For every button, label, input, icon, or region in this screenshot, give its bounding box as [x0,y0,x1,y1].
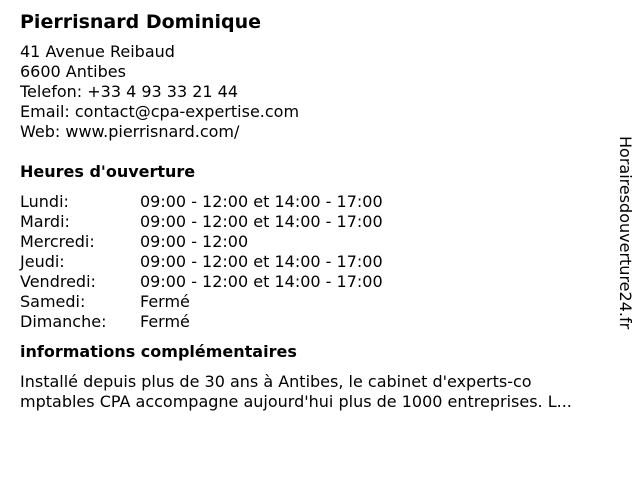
hours-row-vendredi [20,272,610,292]
time-range: Fermé [140,312,190,331]
hours-row-mardi [20,212,610,232]
day-label: Samedi: [20,292,86,311]
day-label: Dimanche: [20,312,107,331]
day-label: Mercredi: [20,232,95,251]
email-line[interactable]: Email: contact@cpa-expertise.com [20,102,300,121]
address-city: 6600 Antibes [20,62,126,81]
time-range: 09:00 - 12:00 [140,232,249,251]
hours-row-dimanche [20,312,610,332]
time-range: Fermé [140,292,190,311]
day-label: Lundi: [20,192,69,211]
time-range: 09:00 - 12:00 et 14:00 - 17:00 [140,252,383,271]
hours-row-jeudi [20,252,610,272]
hours-heading: Heures d'ouverture [20,162,196,181]
time-range: 09:00 - 12:00 et 14:00 - 17:00 [140,272,383,291]
time-range: 09:00 - 12:00 et 14:00 - 17:00 [140,212,383,231]
web-line[interactable]: Web: www.pierrisnard.com/ [20,122,240,141]
info-heading: informations complémentaires [20,342,297,361]
day-label: Vendredi: [20,272,96,291]
day-label: Mardi: [20,212,70,231]
hours-row-lundi [20,192,610,212]
time-range: 09:00 - 12:00 et 14:00 - 17:00 [140,192,383,211]
phone-line[interactable]: Telefon: +33 4 93 33 21 44 [20,82,239,101]
description-line: Installé depuis plus de 30 ans à Antibes, le cabinet d'experts-co [20,372,532,391]
business-card [20,10,610,412]
hours-row-mercredi [20,232,610,252]
site-brand-vertical: Horairesdouverture24.fr [616,136,635,330]
address-street: 41 Avenue Reibaud [20,42,175,61]
hours-row-samedi [20,292,610,312]
description-line: mptables CPA accompagne aujourd'hui plus de 1000 entreprises. L... [20,392,572,411]
hours-table [20,192,610,332]
business-name: Pierrisnard Dominique [20,11,262,33]
description [20,372,620,412]
day-label: Jeudi: [20,252,65,271]
